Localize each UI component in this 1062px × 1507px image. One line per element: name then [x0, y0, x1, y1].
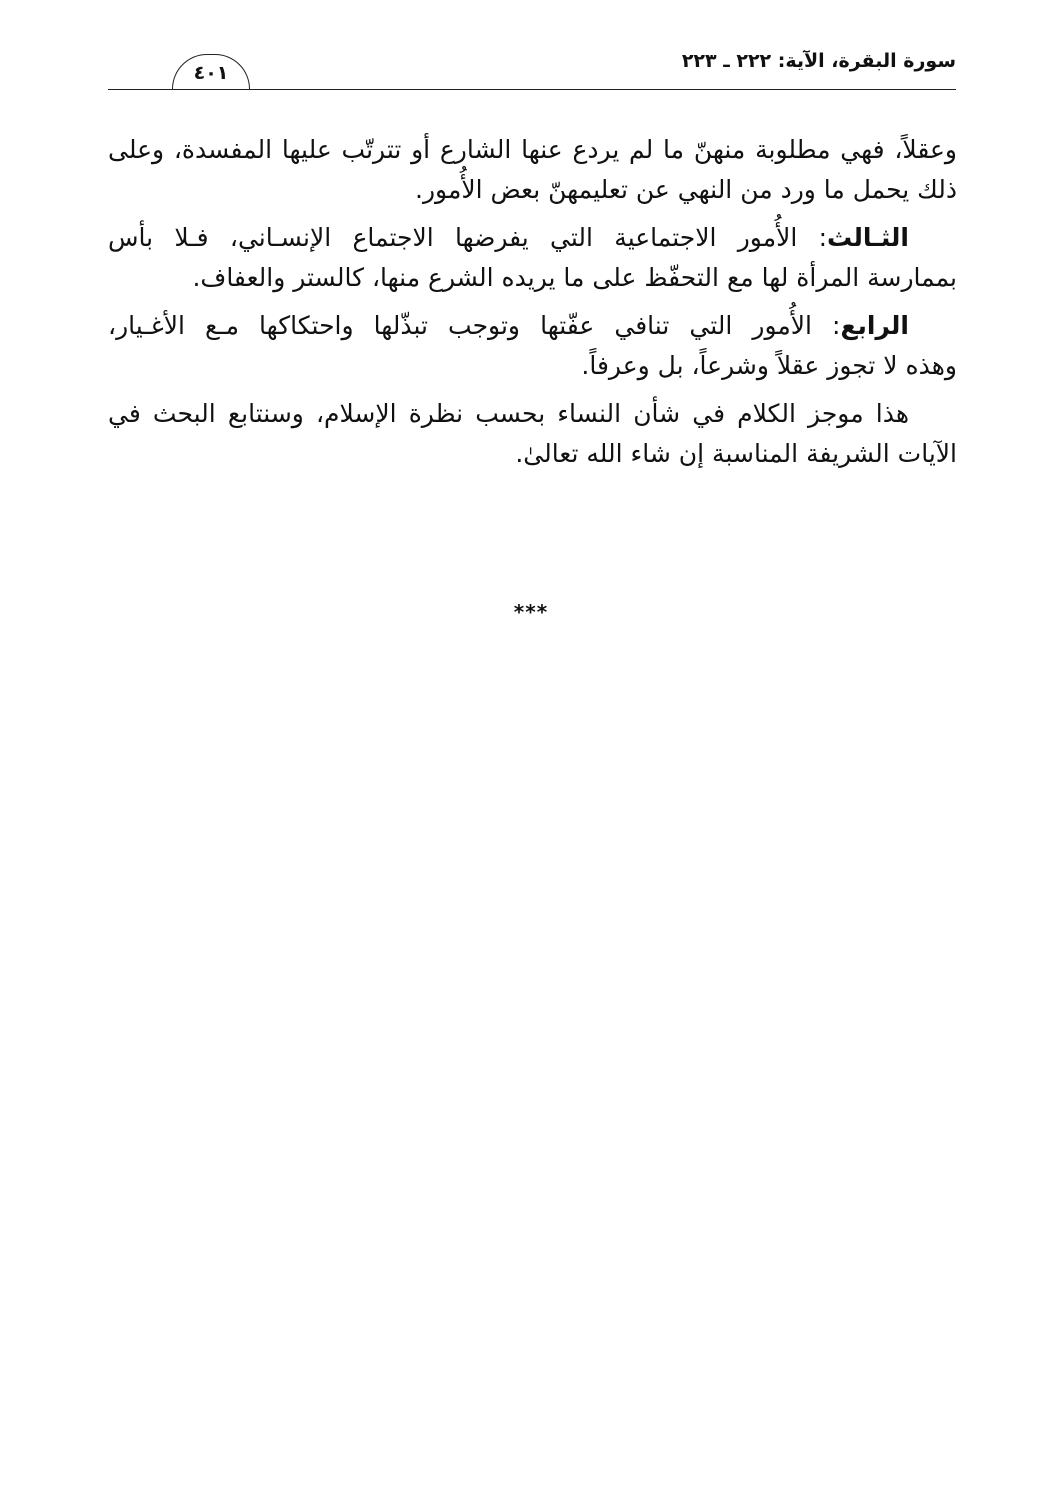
- header-rule: [108, 89, 956, 90]
- text-line: وعقلاً، فهي مطلوبة منهنّ ما لم يردع عنها الشارع أو تترتّب عليها المفسدة، وعلى: [108, 135, 957, 164]
- text-line: [108, 306, 957, 346]
- text-span: : الأُمور الاجتماعية التي يفرضها الاجتماع الإنسـاني، فـلا بأس: [108, 223, 828, 252]
- text-line: ذلك يحمل ما ورد من النهي عن تعليمهنّ بعض الأُمور.: [415, 175, 957, 204]
- text-line: الآيات الشريفة المناسبة إن شاء الله تعالىٰ.: [515, 439, 957, 468]
- page-body: [108, 130, 957, 474]
- section-separator: ***: [513, 600, 549, 624]
- page-number: ٤٠١: [172, 54, 250, 89]
- text-line: بممارسة المرأة لها مع التحفّظ على ما يريده الشرع منها، كالستر والعفاف.: [192, 263, 957, 292]
- running-title: سورة البقرة، الآية: ٢٢٢ ـ ٢٢٣: [681, 50, 956, 72]
- page-header: [108, 40, 956, 90]
- section-lead-fourth: الرابع: [840, 311, 909, 340]
- text-line: هذا موجز الكلام في شأن النساء بحسب نظرة الإسلام، وسنتابع البحث في: [108, 399, 909, 428]
- text-line: وهذه لا تجوز عقلاً وشرعاً، بل وعرفاً.: [581, 351, 957, 380]
- section-lead-third: الثـالث: [827, 223, 909, 252]
- text-span: : الأُمور التي تنافي عفّتها وتوجب تبذّلها واحتكاكها مـع الأغـيار،: [108, 311, 841, 340]
- text-line: [108, 218, 957, 258]
